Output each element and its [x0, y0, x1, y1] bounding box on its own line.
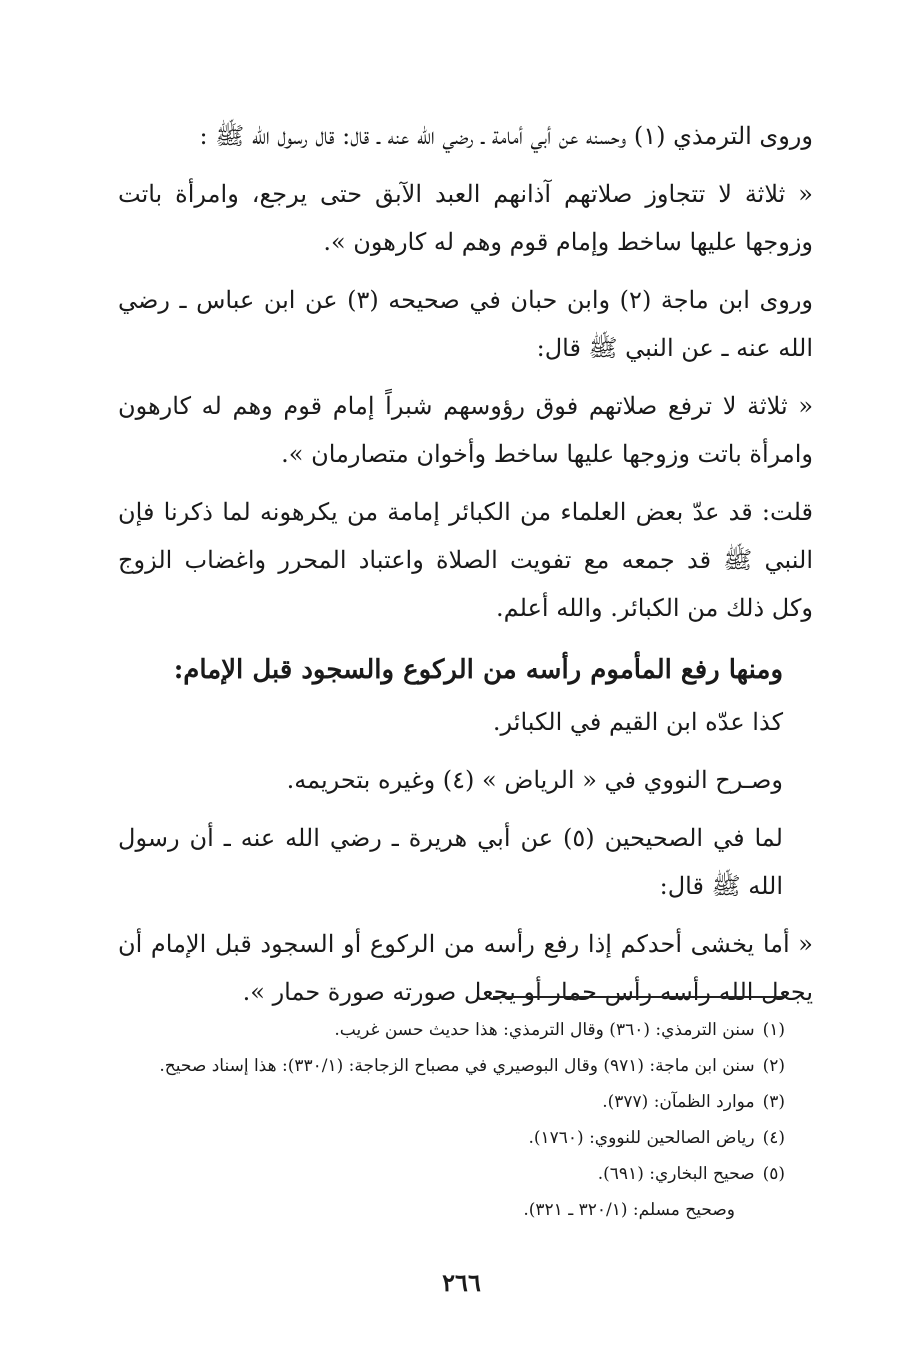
footnote-item — [140, 1084, 785, 1120]
footnote-text: موارد الظمآن: (٣٧٧). — [602, 1092, 755, 1112]
footnote-number: (٢) — [762, 1056, 785, 1076]
footnote-item — [140, 1156, 785, 1192]
page-number: ٢٦٦ — [442, 1268, 481, 1297]
footnote-number: (٣) — [762, 1092, 785, 1112]
paragraph-nawawi: وصـرح النووي في « الرياض » (٤) وغيره بتحريمه. — [286, 766, 783, 794]
footnote-text: صحيح البخاري: (٦٩١). — [597, 1164, 755, 1184]
main-text — [118, 112, 813, 1026]
hadith-quote-2: « ثلاثة لا ترفع صلاتهم فوق رؤوسهم شبراً إمام قوم وهم له كارهون وامرأة باتت وزوجها عليها ساخط وأخوان متصارمان ». — [118, 392, 813, 468]
footnote-item — [140, 1120, 785, 1156]
footnote-number: (١) — [762, 1020, 785, 1040]
hadith-quote-3: « أما يخشى أحدكم إذا رفع رأسه من الركوع أو السجود قبل الإمام أن يجعل الله رأسه رأس حمار أو يجعل صورته صورة حمار ». — [118, 930, 813, 1006]
paragraph-ibn-majah: وروى ابن ماجة (٢) وابن حبان في صحيحه (٣) عن ابن عباس ـ رضي الله عنه ـ عن النبي ﷺ قال: — [118, 286, 813, 362]
footnote-number: (٤) — [762, 1128, 785, 1148]
paragraph-sahihayn: لما في الصحيحين (٥) عن أبي هريرة ـ رضي الله عنه ـ أن رسول الله ﷺ قال: — [118, 824, 783, 900]
footnote-text: سنن الترمذي: (٣٦٠) وقال الترمذي: هذا حديث حسن غريب. — [334, 1020, 755, 1040]
footnote-text: سنن ابن ماجة: (٩٧١) وقال البوصيري في مصباح الزجاجة: (٣٣٠/١): هذا إسناد صحيح. — [159, 1056, 755, 1076]
footnote-continuation: وصحيح مسلم: (٣٢٠/١ ـ ٣٢١). — [523, 1200, 735, 1220]
paragraph-tirmidhi: وروى الترمذي (١) وحسنه عن أبي أمامة ـ رضي الله عنه ـ قال: قال رسول الله ﷺ : — [199, 122, 813, 150]
footnote-text: رياض الصالحين للنووي: (١٧٦٠). — [528, 1128, 755, 1148]
hadith-quote-1: « ثلاثة لا تتجاوز صلاتهم آذانهم العبد الآبق حتى يرجع، وامرأة باتت وزوجها عليها ساخط وإمام قوم وهم له كارهون ». — [118, 180, 813, 256]
footnote-separator — [493, 996, 783, 998]
paragraph-commentary: قلت: قد عدّ بعض العلماء من الكبائر إمامة من يكرهونه لما ذكرنا فإن النبي ﷺ قد جمعه مع تفويت الصلاة واعتباد المحرر واغضاب الزوج وكل ذلك من الكبائر. والله أعلم. — [118, 498, 813, 622]
footnotes — [140, 1012, 785, 1228]
footnote-item — [140, 1012, 785, 1048]
section-heading: ومنها رفع المأموم رأسه من الركوع والسجود قبل الإمام: — [173, 655, 783, 685]
footnote-number: (٥) — [762, 1164, 785, 1184]
footnote-item — [140, 1048, 785, 1084]
paragraph-ibn-qayyim: كذا عدّه ابن القيم في الكبائر. — [492, 708, 783, 736]
